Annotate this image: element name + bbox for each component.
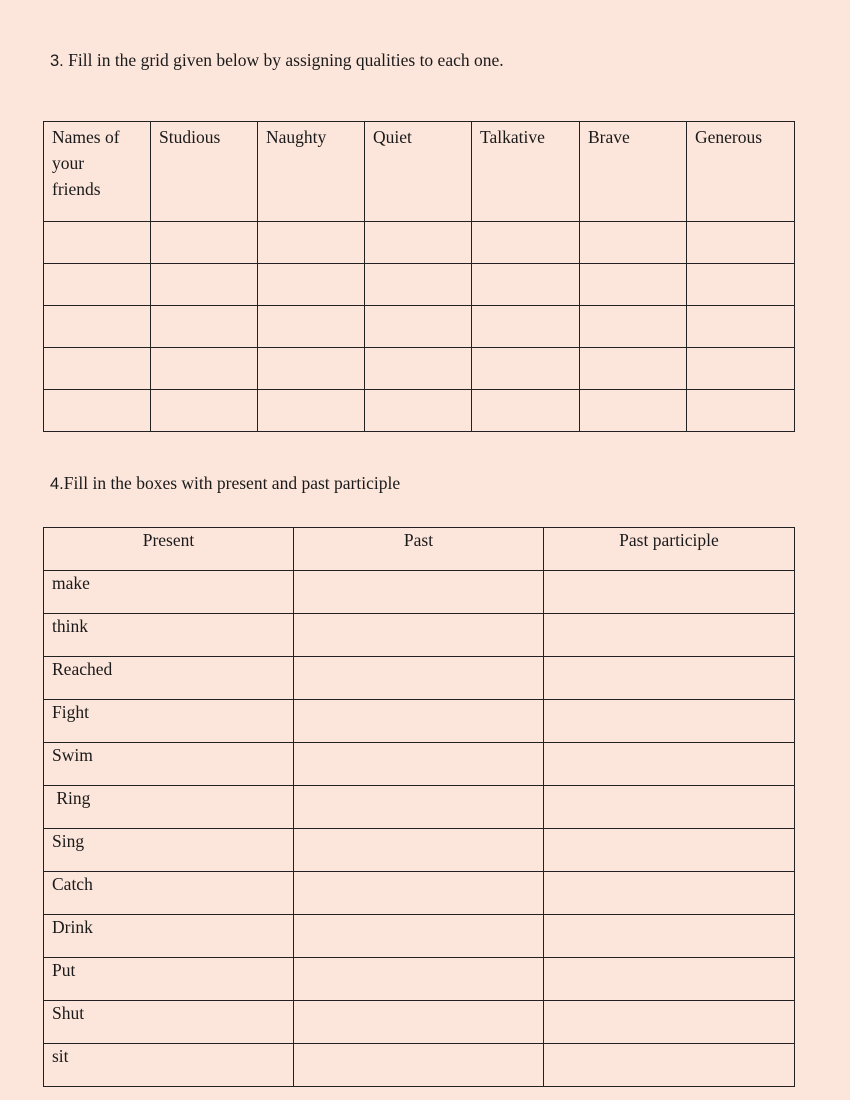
fill-cell[interactable] bbox=[365, 264, 472, 306]
verb-word: Shut bbox=[44, 1001, 294, 1044]
fill-cell[interactable] bbox=[294, 829, 544, 872]
table-row bbox=[44, 829, 795, 872]
table-row bbox=[44, 571, 795, 614]
header-past-participle: Past participle bbox=[544, 528, 795, 571]
fill-cell[interactable] bbox=[294, 958, 544, 1001]
table-row bbox=[44, 958, 795, 1001]
fill-cell[interactable] bbox=[687, 390, 795, 432]
fill-cell[interactable] bbox=[580, 348, 687, 390]
fill-cell[interactable] bbox=[544, 958, 795, 1001]
fill-cell[interactable] bbox=[544, 786, 795, 829]
fill-cell[interactable] bbox=[544, 743, 795, 786]
fill-cell[interactable] bbox=[258, 390, 365, 432]
fill-cell[interactable] bbox=[580, 306, 687, 348]
fill-cell[interactable] bbox=[151, 348, 258, 390]
fill-cell[interactable] bbox=[258, 306, 365, 348]
fill-cell[interactable] bbox=[151, 264, 258, 306]
verb-word: Catch bbox=[44, 872, 294, 915]
verb-word: Ring bbox=[44, 786, 294, 829]
table-row bbox=[44, 614, 795, 657]
table-row bbox=[44, 786, 795, 829]
fill-cell[interactable] bbox=[258, 348, 365, 390]
header-brave: Brave bbox=[580, 122, 687, 222]
fill-cell[interactable] bbox=[258, 264, 365, 306]
fill-cell[interactable] bbox=[687, 348, 795, 390]
table-row bbox=[44, 1044, 795, 1087]
fill-cell[interactable] bbox=[472, 348, 580, 390]
table-row bbox=[44, 700, 795, 743]
question-4 bbox=[50, 473, 400, 494]
fill-cell[interactable] bbox=[544, 1044, 795, 1087]
fill-cell[interactable] bbox=[580, 264, 687, 306]
header-quiet: Quiet bbox=[365, 122, 472, 222]
fill-cell[interactable] bbox=[472, 264, 580, 306]
fill-cell[interactable] bbox=[294, 657, 544, 700]
verb-word: think bbox=[44, 614, 294, 657]
table-row bbox=[44, 743, 795, 786]
fill-cell[interactable] bbox=[151, 306, 258, 348]
table-row bbox=[44, 264, 795, 306]
fill-cell[interactable] bbox=[294, 1044, 544, 1087]
fill-cell[interactable] bbox=[44, 390, 151, 432]
fill-cell[interactable] bbox=[472, 222, 580, 264]
fill-cell[interactable] bbox=[580, 390, 687, 432]
table-row bbox=[44, 1001, 795, 1044]
fill-cell[interactable] bbox=[580, 222, 687, 264]
fill-cell[interactable] bbox=[544, 872, 795, 915]
fill-cell[interactable] bbox=[544, 1001, 795, 1044]
fill-cell[interactable] bbox=[294, 614, 544, 657]
verb-word: Fight bbox=[44, 700, 294, 743]
qualities-header-row bbox=[44, 122, 795, 222]
question-3-number: 3. bbox=[50, 52, 64, 70]
fill-cell[interactable] bbox=[544, 829, 795, 872]
fill-cell[interactable] bbox=[687, 306, 795, 348]
verb-word: make bbox=[44, 571, 294, 614]
question-3-text: Fill in the grid given below by assigning qualities to each one. bbox=[68, 50, 504, 70]
fill-cell[interactable] bbox=[151, 222, 258, 264]
fill-cell[interactable] bbox=[365, 348, 472, 390]
fill-cell[interactable] bbox=[365, 222, 472, 264]
fill-cell[interactable] bbox=[544, 657, 795, 700]
fill-cell[interactable] bbox=[294, 743, 544, 786]
verb-word: Swim bbox=[44, 743, 294, 786]
table-row bbox=[44, 872, 795, 915]
table-row bbox=[44, 657, 795, 700]
fill-cell[interactable] bbox=[544, 571, 795, 614]
fill-cell[interactable] bbox=[472, 390, 580, 432]
fill-cell[interactable] bbox=[365, 306, 472, 348]
fill-cell[interactable] bbox=[294, 700, 544, 743]
fill-cell[interactable] bbox=[544, 700, 795, 743]
fill-cell[interactable] bbox=[44, 306, 151, 348]
fill-cell[interactable] bbox=[44, 348, 151, 390]
qualities-grid bbox=[43, 121, 795, 432]
fill-cell[interactable] bbox=[294, 786, 544, 829]
verb-forms-table bbox=[43, 527, 795, 1087]
table-row bbox=[44, 222, 795, 264]
verb-word: Drink bbox=[44, 915, 294, 958]
header-studious: Studious bbox=[151, 122, 258, 222]
fill-cell[interactable] bbox=[294, 872, 544, 915]
fill-cell[interactable] bbox=[365, 390, 472, 432]
question-4-text: Fill in the boxes with present and past participle bbox=[63, 473, 401, 493]
header-names-of-friends: Names of your friends bbox=[44, 122, 151, 222]
fill-cell[interactable] bbox=[44, 222, 151, 264]
fill-cell[interactable] bbox=[294, 1001, 544, 1044]
header-naughty: Naughty bbox=[258, 122, 365, 222]
verb-word: sit bbox=[44, 1044, 294, 1087]
table-row bbox=[44, 348, 795, 390]
fill-cell[interactable] bbox=[151, 390, 258, 432]
table-row bbox=[44, 306, 795, 348]
table-row bbox=[44, 915, 795, 958]
fill-cell[interactable] bbox=[544, 614, 795, 657]
question-3 bbox=[50, 50, 504, 71]
fill-cell[interactable] bbox=[294, 915, 544, 958]
verb-word: Reached bbox=[44, 657, 294, 700]
verb-header-row bbox=[44, 528, 795, 571]
fill-cell[interactable] bbox=[44, 264, 151, 306]
fill-cell[interactable] bbox=[258, 222, 365, 264]
verb-word: Put bbox=[44, 958, 294, 1001]
question-4-number: 4. bbox=[50, 475, 64, 493]
verb-word: Sing bbox=[44, 829, 294, 872]
header-talkative: Talkative bbox=[472, 122, 580, 222]
header-generous: Generous bbox=[687, 122, 795, 222]
fill-cell[interactable] bbox=[294, 571, 544, 614]
header-present: Present bbox=[44, 528, 294, 571]
header-past: Past bbox=[294, 528, 544, 571]
fill-cell[interactable] bbox=[687, 264, 795, 306]
fill-cell[interactable] bbox=[472, 306, 580, 348]
fill-cell[interactable] bbox=[544, 915, 795, 958]
fill-cell[interactable] bbox=[687, 222, 795, 264]
table-row bbox=[44, 390, 795, 432]
